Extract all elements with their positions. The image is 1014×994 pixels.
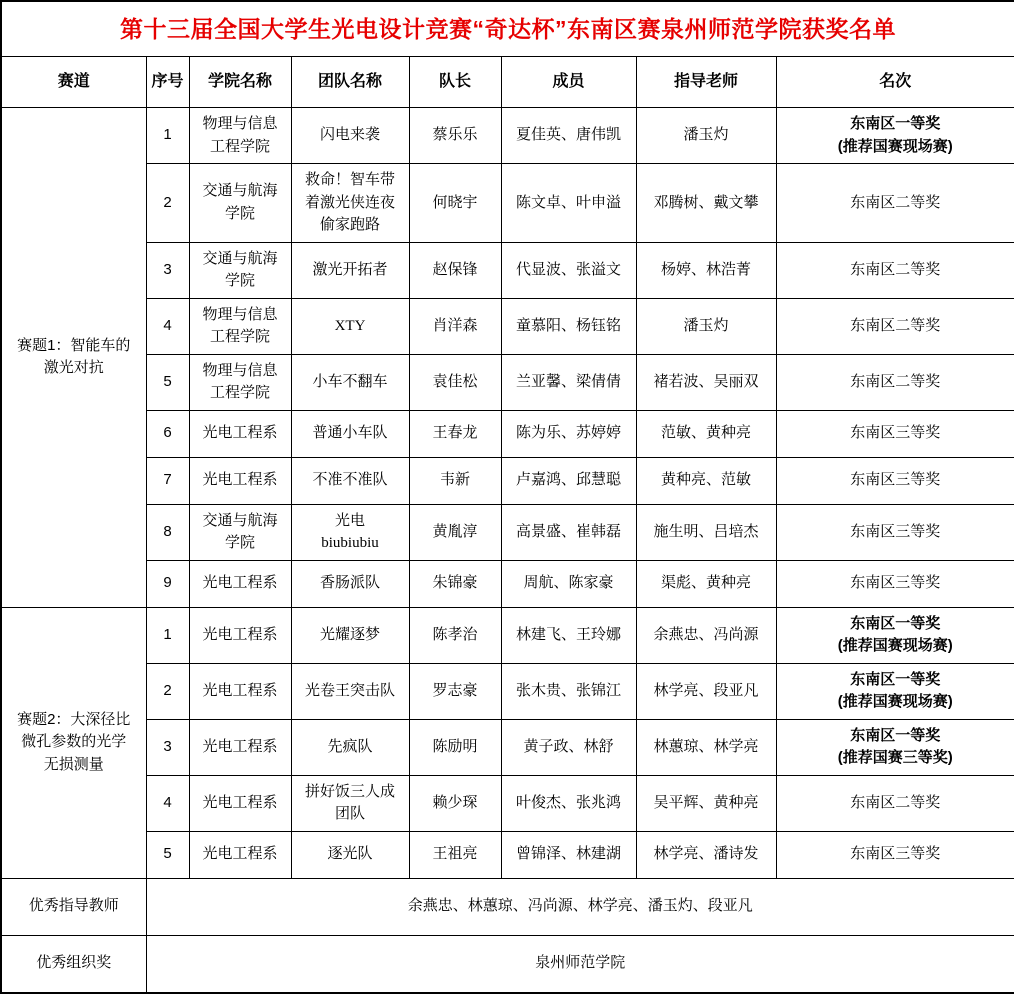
- table-row: [1, 164, 1014, 243]
- footer-value-cell: 余燕忠、林蕙琼、冯尚源、林学亮、潘玉灼、段亚凡: [146, 878, 1014, 935]
- captain-cell: 陈孝治: [409, 607, 501, 663]
- college-cell: 光电工程系: [189, 663, 291, 719]
- table-row: [1, 410, 1014, 457]
- members-cell: 林建飞、王玲娜: [501, 607, 636, 663]
- team-cell: 光耀逐梦: [291, 607, 409, 663]
- award-text: 东南区三等奖: [850, 522, 941, 540]
- award-cell: [776, 831, 1014, 878]
- table-row: [1, 108, 1014, 164]
- serial-cell: 2: [146, 164, 189, 243]
- captain-cell: 赵保锋: [409, 242, 501, 298]
- college-cell: 光电工程系: [189, 410, 291, 457]
- captain-cell: 黄胤淳: [409, 504, 501, 560]
- col-header-track: 赛道: [1, 57, 146, 108]
- footer-row: [1, 878, 1014, 935]
- award-cell: [776, 607, 1014, 663]
- footer-label-cell: 优秀组织奖: [1, 935, 146, 993]
- college-cell: 交通与航海 学院: [189, 504, 291, 560]
- col-header-members: 成员: [501, 57, 636, 108]
- college-cell: 光电工程系: [189, 560, 291, 607]
- advisors-cell: 邓腾树、戴文攀: [636, 164, 776, 243]
- table-body: [1, 108, 1014, 993]
- table-row: [1, 607, 1014, 663]
- captain-cell: 肖洋森: [409, 298, 501, 354]
- members-cell: 童慕阳、杨钰铭: [501, 298, 636, 354]
- members-cell: 高景盛、崔韩磊: [501, 504, 636, 560]
- advisors-cell: 黄种亮、范敏: [636, 457, 776, 504]
- team-cell: 逐光队: [291, 831, 409, 878]
- team-cell: 激光开拓者: [291, 242, 409, 298]
- members-cell: 夏佳英、唐伟凯: [501, 108, 636, 164]
- table-row: [1, 775, 1014, 831]
- award-cell: [776, 164, 1014, 243]
- track-cell: 赛题1：智能车的 激光对抗: [1, 108, 146, 608]
- members-cell: 卢嘉鸿、邱慧聪: [501, 457, 636, 504]
- table-row: [1, 504, 1014, 560]
- advisors-cell: 林学亮、段亚凡: [636, 663, 776, 719]
- team-cell: 不准不准队: [291, 457, 409, 504]
- serial-cell: 3: [146, 242, 189, 298]
- team-cell: 拼好饭三人成 团队: [291, 775, 409, 831]
- award-text: 东南区三等奖: [850, 424, 941, 442]
- award-cell: [776, 775, 1014, 831]
- table-row: [1, 298, 1014, 354]
- serial-cell: 5: [146, 354, 189, 410]
- award-note: (推荐国赛三等奖): [837, 749, 953, 766]
- serial-cell: 7: [146, 457, 189, 504]
- title-row: [1, 1, 1014, 57]
- col-header-college: 学院名称: [189, 57, 291, 108]
- college-cell: 光电工程系: [189, 719, 291, 775]
- college-cell: 物理与信息 工程学院: [189, 354, 291, 410]
- members-cell: 曾锦泽、林建湖: [501, 831, 636, 878]
- award-text: 东南区三等奖: [850, 845, 941, 863]
- award-text: 东南区三等奖: [850, 574, 941, 592]
- members-cell: 周航、陈家豪: [501, 560, 636, 607]
- captain-cell: 蔡乐乐: [409, 108, 501, 164]
- team-cell: 小车不翻车: [291, 354, 409, 410]
- advisors-cell: 潘玉灼: [636, 298, 776, 354]
- serial-cell: 1: [146, 607, 189, 663]
- captain-cell: 袁佳松: [409, 354, 501, 410]
- advisors-cell: 余燕忠、冯尚源: [636, 607, 776, 663]
- advisors-cell: 杨婷、林浩菁: [636, 242, 776, 298]
- college-cell: 光电工程系: [189, 607, 291, 663]
- award-cell: [776, 560, 1014, 607]
- college-cell: 光电工程系: [189, 457, 291, 504]
- members-cell: 叶俊杰、张兆鸿: [501, 775, 636, 831]
- table-row: [1, 719, 1014, 775]
- captain-cell: 何晓宇: [409, 164, 501, 243]
- serial-cell: 9: [146, 560, 189, 607]
- award-text: 东南区二等奖: [850, 316, 941, 334]
- award-cell: [776, 108, 1014, 164]
- serial-cell: 6: [146, 410, 189, 457]
- award-note: (推荐国赛现场赛): [837, 137, 953, 155]
- advisors-cell: 吴平辉、黄种亮: [636, 775, 776, 831]
- award-cell: [776, 504, 1014, 560]
- footer-row: [1, 935, 1014, 993]
- serial-cell: 2: [146, 663, 189, 719]
- college-cell: 物理与信息 工程学院: [189, 298, 291, 354]
- serial-cell: 4: [146, 298, 189, 354]
- captain-cell: 罗志豪: [409, 663, 501, 719]
- award-text: 东南区一等奖: [850, 115, 941, 132]
- table-row: [1, 354, 1014, 410]
- award-text: 东南区二等奖: [850, 372, 941, 390]
- col-header-team: 团队名称: [291, 57, 409, 108]
- award-text: 东南区三等奖: [850, 471, 941, 489]
- col-header-advisors: 指导老师: [636, 57, 776, 108]
- college-cell: 交通与航海 学院: [189, 164, 291, 243]
- table-row: [1, 560, 1014, 607]
- members-cell: 兰亚馨、梁倩倩: [501, 354, 636, 410]
- table-row: [1, 831, 1014, 878]
- award-text: 东南区一等奖: [850, 670, 941, 688]
- serial-cell: 1: [146, 108, 189, 164]
- college-cell: 交通与航海 学院: [189, 242, 291, 298]
- table-row: [1, 242, 1014, 298]
- track-cell: 赛题2：大深径比 微孔参数的光学 无损测量: [1, 607, 146, 878]
- serial-cell: 4: [146, 775, 189, 831]
- college-cell: 光电工程系: [189, 831, 291, 878]
- team-cell: 先疯队: [291, 719, 409, 775]
- award-cell: [776, 719, 1014, 775]
- captain-cell: 韦新: [409, 457, 501, 504]
- captain-cell: 朱锦豪: [409, 560, 501, 607]
- col-header-rank: 名次: [776, 57, 1014, 108]
- captain-cell: 王祖亮: [409, 831, 501, 878]
- team-cell: 光卷王突击队: [291, 663, 409, 719]
- college-cell: 光电工程系: [189, 775, 291, 831]
- college-cell: 物理与信息 工程学院: [189, 108, 291, 164]
- advisors-cell: 渠彪、黄种亮: [636, 560, 776, 607]
- col-header-captain: 队长: [409, 57, 501, 108]
- advisors-cell: 潘玉灼: [636, 108, 776, 164]
- table-row: [1, 663, 1014, 719]
- award-cell: [776, 298, 1014, 354]
- award-text: 东南区二等奖: [850, 193, 941, 211]
- advisors-cell: 范敏、黄种亮: [636, 410, 776, 457]
- col-header-serial: 序号: [146, 57, 189, 108]
- advisors-cell: 施生明、吕培杰: [636, 504, 776, 560]
- award-cell: [776, 663, 1014, 719]
- captain-cell: 王春龙: [409, 410, 501, 457]
- award-cell: [776, 242, 1014, 298]
- serial-cell: 8: [146, 504, 189, 560]
- team-cell: 香肠派队: [291, 560, 409, 607]
- advisors-cell: 褚若波、吴丽双: [636, 354, 776, 410]
- members-cell: 黄子政、林舒: [501, 719, 636, 775]
- award-text: 东南区二等奖: [850, 793, 941, 811]
- award-cell: [776, 410, 1014, 457]
- captain-cell: 陈励明: [409, 719, 501, 775]
- award-text: 东南区一等奖: [850, 614, 941, 632]
- serial-cell: 5: [146, 831, 189, 878]
- award-note: (推荐国赛现场赛): [837, 637, 953, 654]
- team-cell: 救命！智车带 着激光侠连夜 偷家跑路: [291, 164, 409, 243]
- header-row: [1, 57, 1014, 108]
- award-cell: [776, 354, 1014, 410]
- award-note: (推荐国赛现场赛): [837, 693, 953, 710]
- members-cell: 代显波、张溢文: [501, 242, 636, 298]
- award-text: 东南区二等奖: [850, 260, 941, 278]
- captain-cell: 赖少琛: [409, 775, 501, 831]
- footer-label-cell: 优秀指导教师: [1, 878, 146, 935]
- team-cell: 普通小车队: [291, 410, 409, 457]
- members-cell: 张木贵、张锦江: [501, 663, 636, 719]
- serial-cell: 3: [146, 719, 189, 775]
- team-cell: XTY: [291, 298, 409, 354]
- team-cell: 闪电来袭: [291, 108, 409, 164]
- footer-value-cell: 泉州师范学院: [146, 935, 1014, 993]
- advisors-cell: 林蕙琼、林学亮: [636, 719, 776, 775]
- members-cell: 陈为乐、苏婷婷: [501, 410, 636, 457]
- team-cell: 光电 biubiubiu: [291, 504, 409, 560]
- members-cell: 陈文卓、叶申溢: [501, 164, 636, 243]
- table-row: [1, 457, 1014, 504]
- advisors-cell: 林学亮、潘诗发: [636, 831, 776, 878]
- award-text: 东南区一等奖: [850, 726, 941, 744]
- page-title: 第十三届全国大学生光电设计竞赛“奇达杯”东南区赛泉州师范学院获奖名单: [1, 1, 1014, 57]
- award-cell: [776, 457, 1014, 504]
